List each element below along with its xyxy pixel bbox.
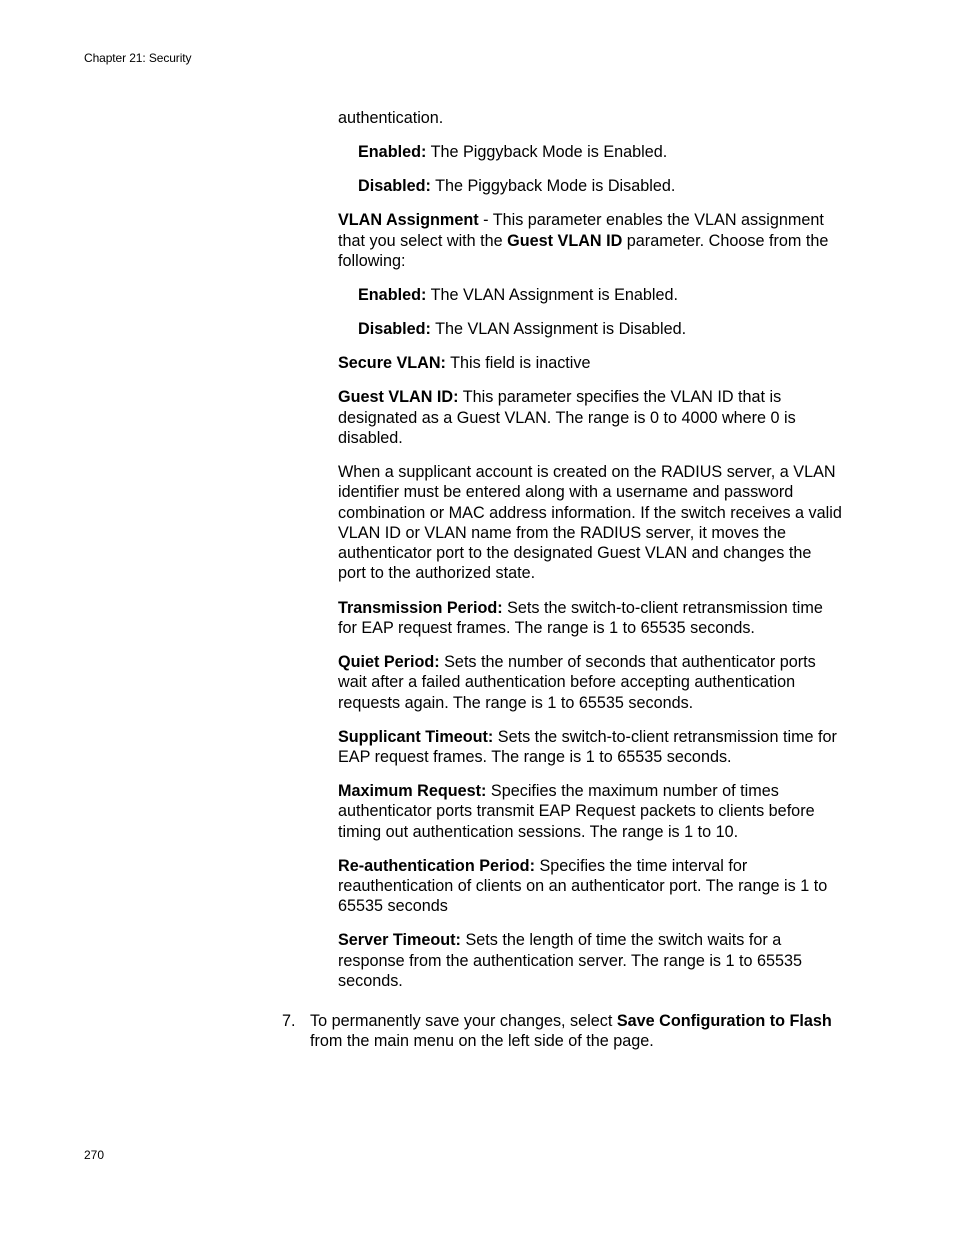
term: Guest VLAN ID: (338, 388, 459, 407)
description: Sets the number of seconds that authenticator ports wait after a failed authentication before accepting authentication requests again. The range is 1 to 65535 seconds. (338, 652, 816, 712)
term: Enabled: (358, 143, 427, 162)
description: This parameter specifies the VLAN ID that is designated as a Guest VLAN. The range is 0 to 4000 where 0 is disabled. (338, 388, 796, 447)
parameter-item (338, 210, 843, 271)
step-number: 7. (282, 1012, 296, 1030)
description: Specifies the maximum number of times authenticator ports transmit EAP Request packets to clients before timing out authentication sessions. The range is 1 to 10. (338, 781, 815, 841)
parameter-item (338, 652, 843, 713)
option-item (358, 319, 843, 339)
body-content (338, 108, 843, 1005)
term: Re-authentication Period: (338, 856, 535, 875)
option-item (358, 142, 843, 162)
text: from the main menu on the left side of the page. (310, 1032, 654, 1051)
term: Disabled: (358, 320, 431, 339)
term: Maximum Request: (338, 781, 487, 800)
option-item (358, 285, 843, 305)
description: The Piggyback Mode is Enabled. (426, 143, 668, 162)
description: Sets the length of time the switch waits for a response from the authentication server. The range is 1 to 65535 seconds. (338, 931, 803, 990)
parameter-item (338, 930, 843, 991)
step-text (310, 1011, 842, 1052)
term: Secure VLAN: (338, 354, 446, 373)
parameter-item (338, 781, 843, 842)
description: Specifies the time interval for reauthentication of clients on an authenticator port. The range is 1 to 65535 seconds (338, 856, 828, 916)
description: The VLAN Assignment is Disabled. (430, 320, 687, 339)
term: Enabled: (358, 285, 427, 304)
parameter-item (338, 598, 843, 639)
parameter-item (338, 727, 843, 768)
parameter-item (338, 387, 843, 448)
term: Supplicant Timeout: (338, 727, 494, 746)
term: Transmission Period: (338, 598, 503, 617)
description: The VLAN Assignment is Enabled. (426, 285, 679, 304)
term: Server Timeout: (338, 931, 461, 950)
paragraph (338, 462, 843, 584)
description: This field is inactive (445, 354, 591, 373)
paragraph (338, 108, 843, 128)
parameter-item (338, 353, 843, 373)
page-number: 270 (84, 1148, 105, 1162)
description: Sets the switch-to-client retransmission time for EAP request frames. The range is 1 to 65535 seconds. (338, 598, 823, 637)
description: The Piggyback Mode is Disabled. (430, 177, 676, 196)
description: - This parameter enables the VLAN assignment that you select with the (338, 211, 824, 250)
term: Quiet Period: (338, 652, 440, 671)
menu-reference: Save Configuration to Flash (616, 1012, 832, 1030)
text: When a supplicant account is created on the RADIUS server, a VLAN identifier must be entered along with a username and password combination or MAC address information. If the switch receives a valid VLAN ID or VLAN name from the RADIUS server, it moves the authenticator port to the designated Guest VLAN and changes the port to the authorized state. (338, 462, 842, 583)
text: authentication. (338, 109, 444, 127)
term: Disabled: (358, 177, 431, 196)
description: parameter. Choose from the following: (338, 231, 829, 270)
parameter-item (338, 856, 843, 917)
text: To permanently save your changes, select (310, 1012, 617, 1030)
term-ref: Guest VLAN ID (507, 231, 623, 250)
description: Sets the switch-to-client retransmission time for EAP request frames. The range is 1 to 65535 seconds. (338, 727, 837, 766)
option-item (358, 176, 843, 196)
term: VLAN Assignment (338, 211, 479, 230)
chapter-header: Chapter 21: Security (84, 51, 192, 65)
